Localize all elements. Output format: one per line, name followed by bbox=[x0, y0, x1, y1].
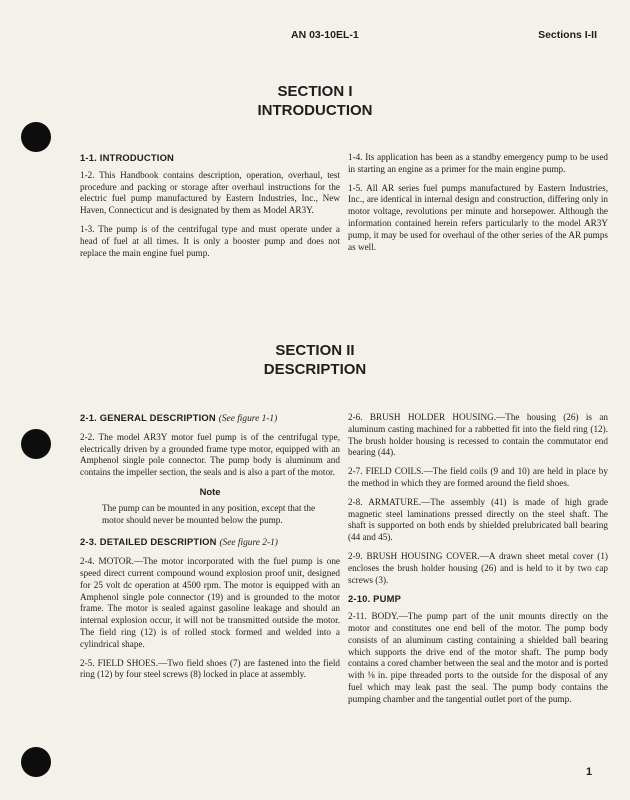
binder-hole bbox=[21, 429, 51, 459]
section-number: SECTION II bbox=[275, 342, 355, 359]
page-header bbox=[0, 29, 630, 45]
figure-reference: (See figure 2-1) bbox=[219, 538, 278, 549]
section-number: SECTION I bbox=[277, 83, 353, 100]
paragraph-heading: 1-1. INTRODUCTION bbox=[80, 152, 175, 163]
heading-text: 2-1. GENERAL DESCRIPTION bbox=[80, 412, 216, 423]
paragraph: 2-7. FIELD COILS.—The field coils (9 and 10) are held in place by the method in which they are formed around the field shoes. bbox=[348, 466, 608, 488]
paragraph: 1-2. This Handbook contains description, operation, overhaul, test procedure and packing or storage after overhaul instructions for the electric fuel pump manufactured by Eastern Industries, Inc., New Haven, Connecticut and is designated by them as Model AR3Y. bbox=[80, 169, 340, 216]
paragraph: 2-9. BRUSH HOUSING COVER.—A drawn sheet metal cover (1) encloses the brush holder housing (26) and is held to it by two cap screws (3). bbox=[348, 550, 608, 585]
note-body: The pump can be mounted in any position, except that the motor should never be mounted below the pump. bbox=[102, 502, 316, 525]
section-title: INTRODUCTION bbox=[257, 102, 373, 119]
paragraph: 2-4. MOTOR.—The motor incorporated with the fuel pump is one speed direct current compound wound explosion proof unit, designed for 25 volt dc operation at 4500 rpm. The motor is equipped with an Amphenol single pole connector (19) and is grounded to the motor frame. The motor is sealed against gasoline leakage and should an internal explosion occur, it will not be transmitted outside the motor. The field ring (12) is of rolled stock formed and welded into a cylindrical shape. bbox=[80, 556, 340, 649]
binder-hole bbox=[21, 122, 51, 152]
paragraph-heading bbox=[80, 536, 340, 550]
paragraph: 1-3. The pump is of the centrifugal type and must operate under a head of fuel at all times. It is only a booster pump and does not replace the main engine fuel pump. bbox=[80, 223, 340, 258]
text-column bbox=[348, 152, 608, 260]
sections-label: Sections I-II bbox=[538, 29, 597, 41]
paragraph: 2-5. FIELD SHOES.—Two field shoes (7) are fastened into the field ring (12) by four steel screws (8) locked in place at assembly. bbox=[80, 657, 340, 680]
paragraph: 2-11. BODY.—The pump part of the unit mounts directly on the motor and constitutes one end bell of the motor. The pump body consists of an aluminum casting containing a shielded ball bearing which supports the drive end of the motor shaft. The pump body contains a cored chamber between the seal and the motor and is ported with ⅛ in. pipe threaded ports to the outside for the disposal of any fuel which may leak past the seal. The pump body contains the pumping chamber and the tangential outlet port of the pump. bbox=[348, 611, 608, 704]
figure-reference: (See figure 1-1) bbox=[218, 414, 278, 424]
note-title: Note bbox=[199, 485, 221, 497]
paragraph: 1-5. All AR series fuel pumps manufactured by Eastern Industries, Inc., are identical in internal design and construction, differing only in motor voltage, revolutions per minute and horsepower. Although the information contained herein refers particularly to the model AR3Y pump, it may be used for overhaul of the other series of the AR pumps as well. bbox=[348, 182, 608, 252]
paragraph-heading bbox=[80, 412, 340, 426]
text-column bbox=[80, 152, 340, 266]
page-number: 1 bbox=[586, 766, 593, 778]
paragraph: 2-8. ARMATURE.—The assembly (41) is made of high grade magnetic steel laminations pressed directly on the steel shaft. The shaft is supported on both ends by shielded prelubricated ball bearing (44 and 45). bbox=[348, 496, 608, 543]
paragraph: 1-4. Its application has been as a standby emergency pump to be used in starting an engine as a primer for the main engine pump. bbox=[348, 152, 608, 174]
paragraph-heading: 2-10. PUMP bbox=[348, 593, 402, 605]
heading-text: 2-3. DETAILED DESCRIPTION bbox=[80, 536, 217, 548]
text-column bbox=[80, 412, 340, 688]
paragraph: 2-6. BRUSH HOLDER HOUSING.—The housing (26) is an aluminum casting machined for a rabbetted fit into the field ring (12). The brush holder housing is recessed to contain the commutator end bearing (44). bbox=[348, 412, 608, 458]
section-title: DESCRIPTION bbox=[263, 361, 367, 378]
document-number: AN 03-10EL-1 bbox=[291, 29, 359, 41]
text-column bbox=[348, 412, 608, 713]
paragraph: 2-2. The model AR3Y motor fuel pump is of the centrifugal type, electrically driven by a grounded frame type motor, equipped with an Amphenol single pole connector. The pump body is aluminum and contains the impeller section, the seals and is also a part of the motor. bbox=[80, 431, 340, 478]
binder-hole bbox=[21, 747, 51, 777]
